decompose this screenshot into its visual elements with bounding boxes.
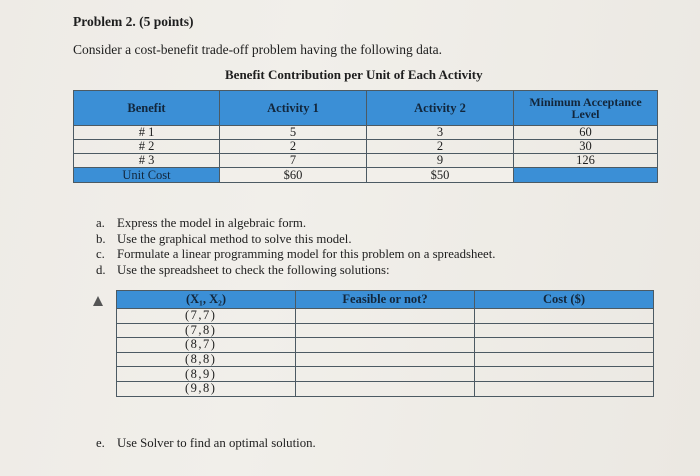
solution-pair: (7,7) xyxy=(117,309,296,324)
cost-cell[interactable] xyxy=(475,309,654,324)
header-solution-pair: (X₁, X₂) xyxy=(117,291,296,309)
feasible-cell[interactable] xyxy=(296,323,475,338)
solution-pair: (8,7) xyxy=(117,338,296,353)
task-text: Express the model in algebraic form. xyxy=(117,216,307,230)
table-row xyxy=(117,338,654,353)
feasible-cell[interactable] xyxy=(296,381,475,396)
table-row xyxy=(117,367,654,382)
activity-2-value: 3 xyxy=(367,126,514,140)
table-header-row xyxy=(117,291,654,309)
task-item xyxy=(96,232,495,248)
unit-cost-label: Unit Cost xyxy=(74,168,220,183)
task-marker: b. xyxy=(96,231,106,246)
benefit-label: # 1 xyxy=(74,126,220,140)
feasible-cell[interactable] xyxy=(296,367,475,382)
unit-cost-activity-1: $60 xyxy=(220,168,367,183)
activity-1-value: 5 xyxy=(220,126,367,140)
header-benefit: Benefit xyxy=(74,91,220,126)
task-marker: d. xyxy=(96,262,106,277)
table-header-row xyxy=(74,91,658,126)
task-text: Use the spreadsheet to check the following solutions: xyxy=(117,262,390,277)
header-cost: Cost ($) xyxy=(475,291,654,309)
cost-cell[interactable] xyxy=(475,323,654,338)
cost-cell[interactable] xyxy=(475,352,654,367)
feasible-cell[interactable] xyxy=(296,309,475,324)
feasible-cell[interactable] xyxy=(296,352,475,367)
task-item-e xyxy=(96,436,316,451)
table-row xyxy=(117,381,654,396)
task-item xyxy=(96,216,495,232)
table-caption: Benefit Contribution per Unit of Each Activity xyxy=(225,67,483,82)
task-marker: e. xyxy=(96,436,105,450)
header-activity-1: Activity 1 xyxy=(220,91,367,126)
task-text: Use Solver to find an optimal solution. xyxy=(117,436,316,450)
header-activity-2: Activity 2 xyxy=(367,91,514,126)
activity-1-value: 7 xyxy=(220,154,367,168)
unit-cost-activity-2: $50 xyxy=(367,168,514,183)
cost-cell[interactable] xyxy=(475,381,654,396)
table-row xyxy=(117,309,654,324)
benefit-label: # 2 xyxy=(74,140,220,154)
header-minimum-acceptance xyxy=(514,91,658,126)
table-row xyxy=(117,323,654,338)
unit-cost-row xyxy=(74,168,658,183)
task-marker: c. xyxy=(96,247,105,261)
task-list xyxy=(96,216,495,278)
task-item xyxy=(96,247,495,263)
unit-cost-empty xyxy=(514,168,658,183)
table-row xyxy=(74,140,658,154)
header-minimum-acceptance-line1: Minimum Acceptance xyxy=(529,95,642,109)
solution-pair: (7,8) xyxy=(117,323,296,338)
solution-pair: (8,9) xyxy=(117,367,296,382)
feasible-cell[interactable] xyxy=(296,338,475,353)
task-text: Use the graphical method to solve this model. xyxy=(117,231,352,246)
benefit-label: # 3 xyxy=(74,154,220,168)
minimum-level-value: 126 xyxy=(514,154,658,168)
task-text: Formulate a linear programming model for this problem on a spreadsheet. xyxy=(117,247,496,261)
solutions-table xyxy=(116,290,654,397)
header-feasible: Feasible or not? xyxy=(296,291,475,309)
solution-pair: (8,8) xyxy=(117,352,296,367)
cost-cell[interactable] xyxy=(475,367,654,382)
table-row xyxy=(74,154,658,168)
activity-1-value: 2 xyxy=(220,140,367,154)
task-marker: a. xyxy=(96,216,105,230)
table-row xyxy=(117,352,654,367)
minimum-level-value: 60 xyxy=(514,126,658,140)
task-item xyxy=(96,263,495,279)
benefit-table xyxy=(73,90,658,183)
activity-2-value: 9 xyxy=(367,154,514,168)
mouse-pointer-icon xyxy=(93,296,103,306)
problem-title: Problem 2. (5 points) xyxy=(73,14,194,29)
solution-pair: (9,8) xyxy=(117,381,296,396)
cost-cell[interactable] xyxy=(475,338,654,353)
header-minimum-acceptance-line2: Level xyxy=(571,107,600,121)
table-row xyxy=(74,126,658,140)
minimum-level-value: 30 xyxy=(514,140,658,154)
problem-intro: Consider a cost-benefit trade-off problem having the following data. xyxy=(73,42,443,57)
activity-2-value: 2 xyxy=(367,140,514,154)
